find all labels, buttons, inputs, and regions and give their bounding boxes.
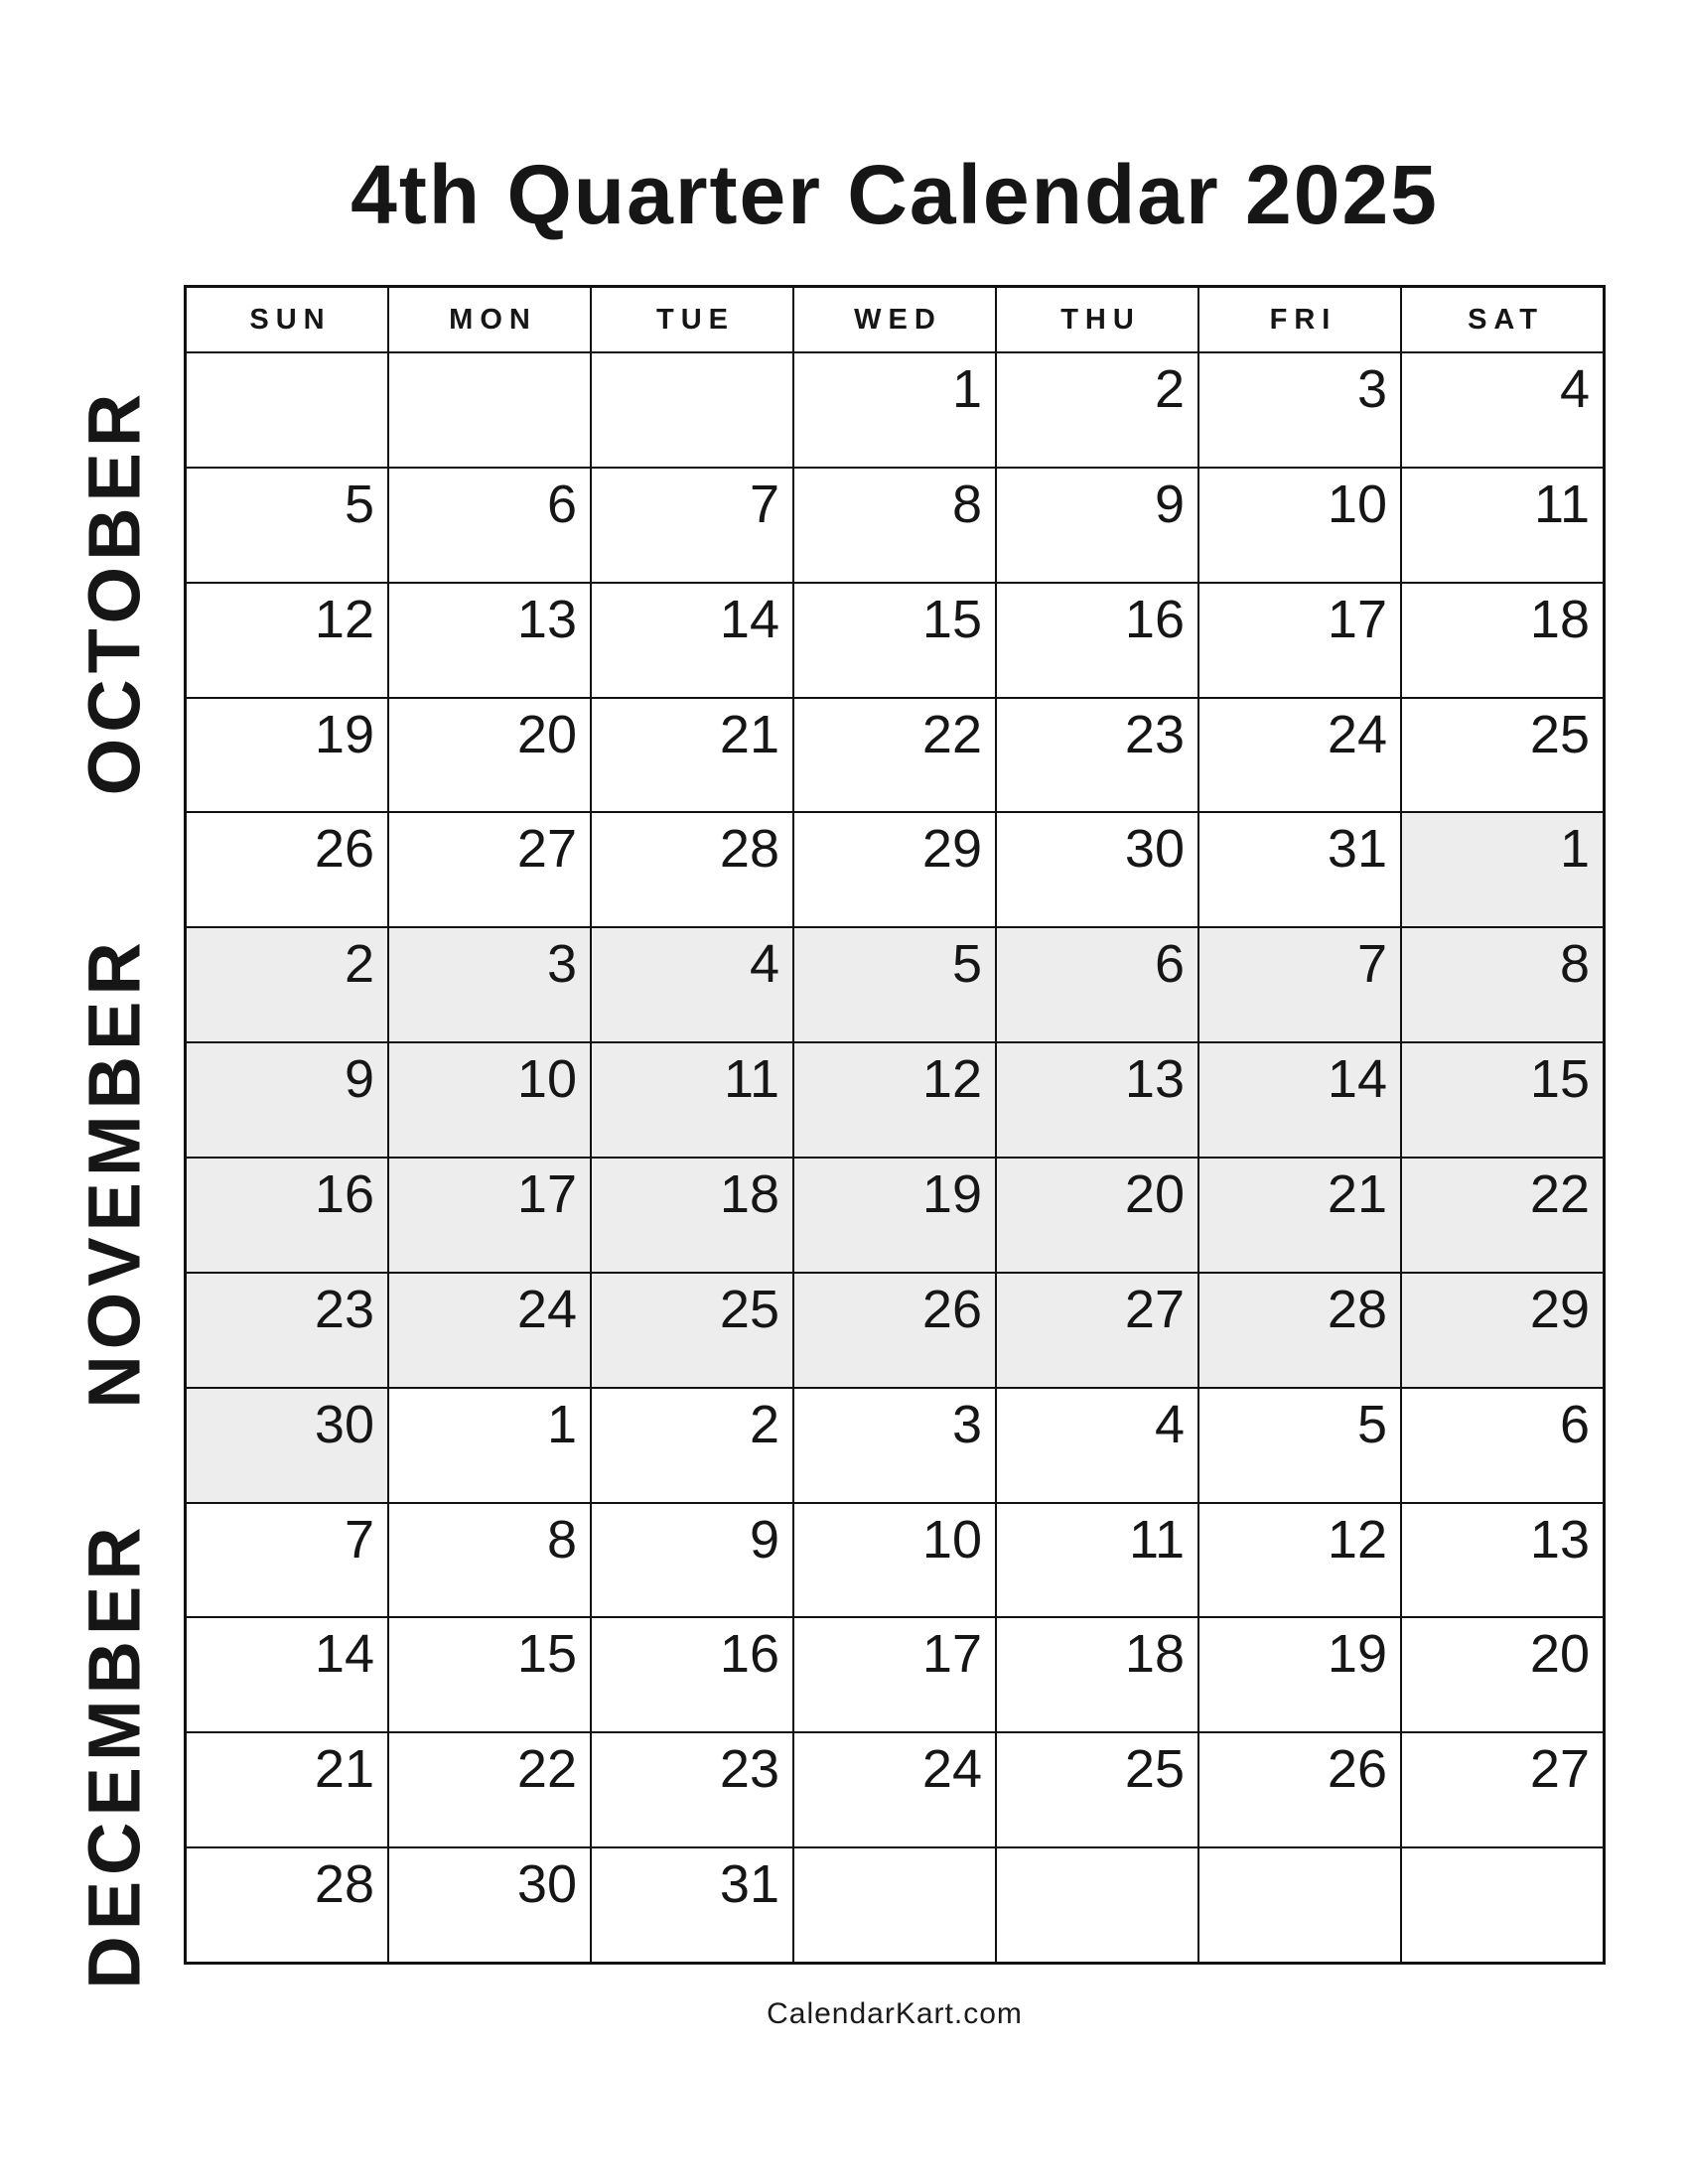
day-cell: 22 [389, 1733, 590, 1846]
day-cell: 25 [1402, 699, 1603, 812]
day-cell: 17 [389, 1159, 590, 1272]
day-cell: 9 [592, 1504, 792, 1617]
day-cell: 12 [794, 1043, 995, 1157]
day-cell: 27 [997, 1274, 1197, 1387]
day-cell: 12 [1199, 1504, 1400, 1617]
day-cell: 14 [592, 584, 792, 697]
calendar-grid [184, 285, 1606, 1965]
day-cell: 18 [997, 1618, 1197, 1731]
day-cell: 15 [389, 1618, 590, 1731]
day-cell: 11 [592, 1043, 792, 1157]
day-cell: 24 [1199, 699, 1400, 812]
day-cell: 7 [592, 469, 792, 582]
day-cell: 24 [794, 1733, 995, 1846]
day-cell: 6 [997, 928, 1197, 1041]
day-cell: 21 [187, 1733, 387, 1846]
day-cell: 30 [389, 1848, 590, 1962]
day-cell: 31 [1199, 813, 1400, 926]
day-cell: 3 [794, 1389, 995, 1502]
weekday-header-tue: TUE [592, 288, 792, 351]
day-cell: 3 [1199, 353, 1400, 467]
day-cell: 24 [389, 1274, 590, 1387]
month-label-december: DECEMBER [72, 1521, 156, 1989]
day-cell: 21 [1199, 1159, 1400, 1272]
day-cell: 30 [997, 813, 1197, 926]
day-cell: 20 [389, 699, 590, 812]
day-cell [1199, 1848, 1400, 1962]
day-cell: 10 [1199, 469, 1400, 582]
weekday-header-sat: SAT [1402, 288, 1603, 351]
day-cell: 23 [997, 699, 1197, 812]
day-cell: 1 [1402, 813, 1603, 926]
day-cell [794, 1848, 995, 1962]
day-cell: 23 [187, 1274, 387, 1387]
day-cell: 4 [592, 928, 792, 1041]
day-cell: 4 [1402, 353, 1603, 467]
month-label-november: NOVEMBER [72, 936, 156, 1409]
day-cell: 9 [997, 469, 1197, 582]
day-cell: 17 [1199, 584, 1400, 697]
day-cell: 18 [592, 1159, 792, 1272]
day-cell: 27 [389, 813, 590, 926]
day-cell: 8 [1402, 928, 1603, 1041]
day-cell: 7 [187, 1504, 387, 1617]
day-cell: 17 [794, 1618, 995, 1731]
day-cell: 13 [1402, 1504, 1603, 1617]
day-cell: 14 [1199, 1043, 1400, 1157]
day-cell: 22 [794, 699, 995, 812]
day-cell: 4 [997, 1389, 1197, 1502]
page-title: 4th Quarter Calendar 2025 [351, 148, 1439, 241]
day-cell: 15 [1402, 1043, 1603, 1157]
day-cell: 9 [187, 1043, 387, 1157]
weekday-header-thu: THU [997, 288, 1197, 351]
day-cell: 13 [997, 1043, 1197, 1157]
day-cell: 16 [592, 1618, 792, 1731]
day-cell: 25 [592, 1274, 792, 1387]
day-cell: 1 [389, 1389, 590, 1502]
day-cell: 6 [389, 469, 590, 582]
day-cell: 2 [187, 928, 387, 1041]
weekday-header-sun: SUN [187, 288, 387, 351]
day-cell: 16 [187, 1159, 387, 1272]
day-cell: 14 [187, 1618, 387, 1731]
day-cell: 20 [1402, 1618, 1603, 1731]
day-cell: 1 [794, 353, 995, 467]
weekday-header-fri: FRI [1199, 288, 1400, 351]
day-cell: 21 [592, 699, 792, 812]
day-cell: 11 [997, 1504, 1197, 1617]
day-cell: 16 [997, 584, 1197, 697]
day-cell: 11 [1402, 469, 1603, 582]
day-cell: 19 [187, 699, 387, 812]
day-cell: 10 [794, 1504, 995, 1617]
day-cell: 7 [1199, 928, 1400, 1041]
weekday-header-wed: WED [794, 288, 995, 351]
day-cell: 23 [592, 1733, 792, 1846]
day-cell [389, 353, 590, 467]
day-cell: 22 [1402, 1159, 1603, 1272]
day-cell: 30 [187, 1389, 387, 1502]
day-cell: 8 [794, 469, 995, 582]
day-cell: 2 [997, 353, 1197, 467]
day-cell [1402, 1848, 1603, 1962]
day-cell: 31 [592, 1848, 792, 1962]
day-cell [187, 353, 387, 467]
day-cell: 5 [187, 469, 387, 582]
day-cell: 28 [592, 813, 792, 926]
day-cell: 5 [794, 928, 995, 1041]
day-cell: 20 [997, 1159, 1197, 1272]
day-cell: 12 [187, 584, 387, 697]
day-cell: 28 [1199, 1274, 1400, 1387]
day-cell: 25 [997, 1733, 1197, 1846]
day-cell [592, 353, 792, 467]
day-cell: 10 [389, 1043, 590, 1157]
weekday-header-mon: MON [389, 288, 590, 351]
day-cell: 6 [1402, 1389, 1603, 1502]
day-cell: 19 [794, 1159, 995, 1272]
day-cell: 18 [1402, 584, 1603, 697]
day-cell: 15 [794, 584, 995, 697]
day-cell: 29 [1402, 1274, 1603, 1387]
day-cell: 8 [389, 1504, 590, 1617]
month-label-october: OCTOBER [72, 387, 156, 796]
day-cell: 26 [187, 813, 387, 926]
day-cell: 2 [592, 1389, 792, 1502]
day-cell: 26 [1199, 1733, 1400, 1846]
day-cell: 28 [187, 1848, 387, 1962]
day-cell: 5 [1199, 1389, 1400, 1502]
day-cell: 13 [389, 584, 590, 697]
day-cell: 26 [794, 1274, 995, 1387]
day-cell: 29 [794, 813, 995, 926]
day-cell: 27 [1402, 1733, 1603, 1846]
footer-site-name: CalendarKart.com [767, 1997, 1023, 2030]
day-cell [997, 1848, 1197, 1962]
day-cell: 19 [1199, 1618, 1400, 1731]
day-cell: 3 [389, 928, 590, 1041]
